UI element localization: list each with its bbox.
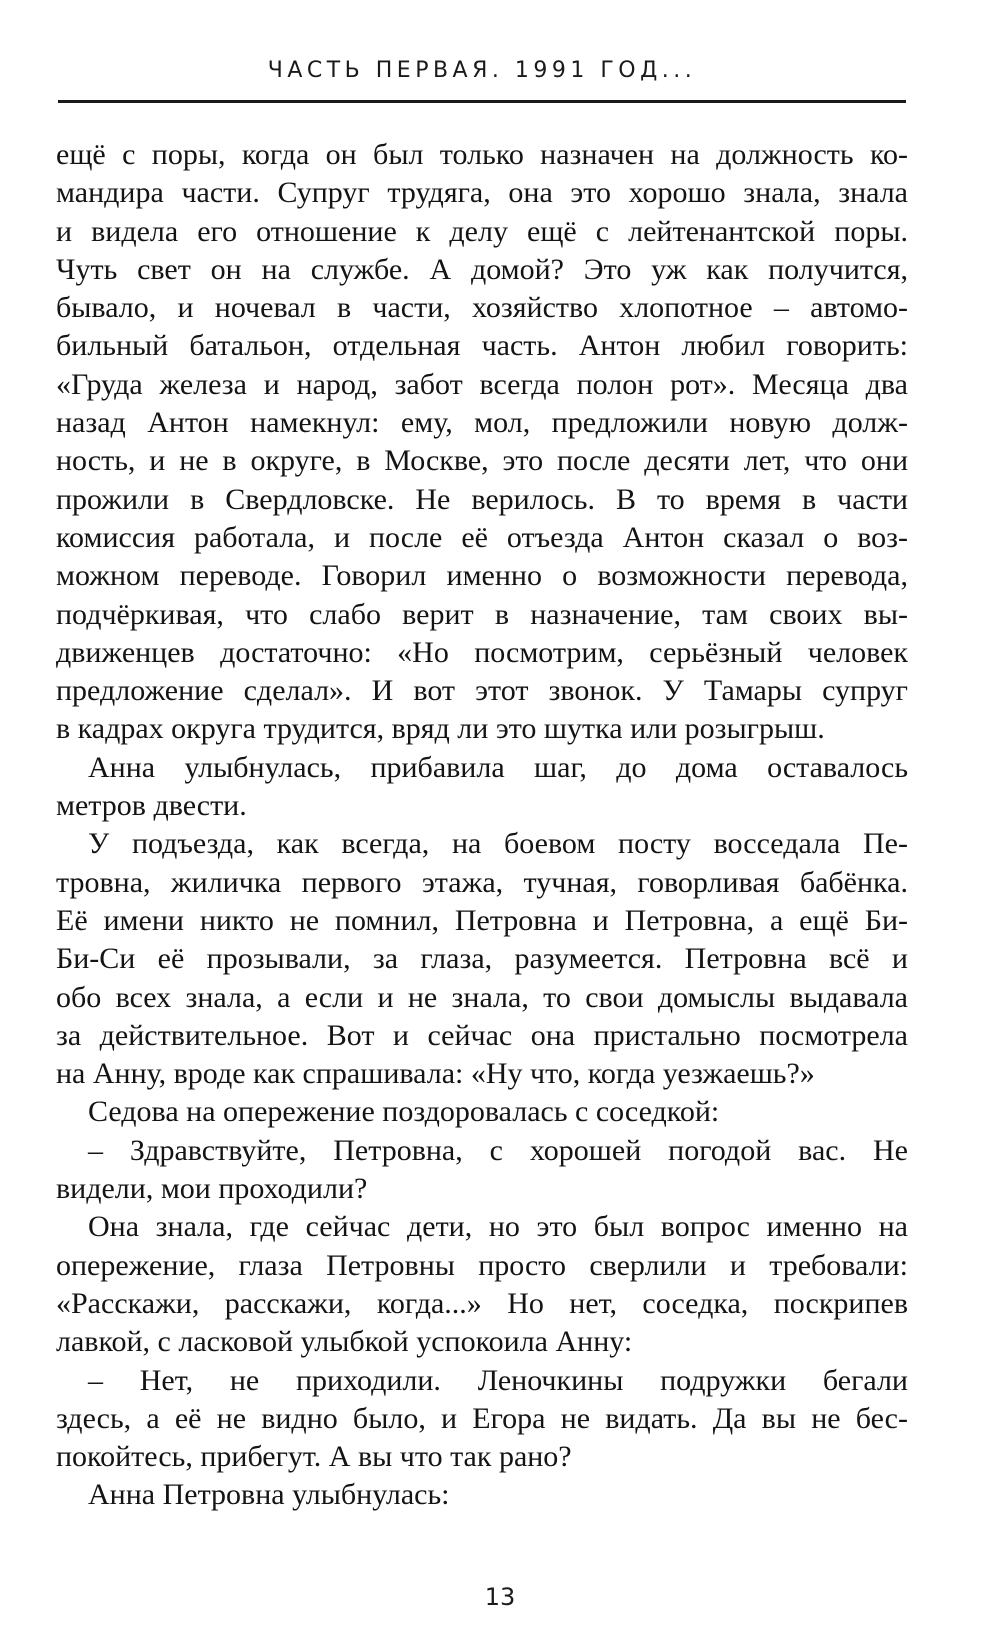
text-line: Би-Си её прозывали, за глаза, разумеется. Петровна всё и: [56, 942, 908, 976]
paragraph: [56, 1362, 908, 1477]
text-line: метров двести.: [56, 789, 247, 823]
text-line: – Нет, не приходили. Леночкины подружки бегали: [88, 1363, 908, 1397]
running-header: ЧАСТЬ ПЕРВАЯ. 1991 ГОД...: [267, 58, 697, 83]
paragraph: [56, 749, 908, 826]
text-line: Чуть свет он на службе. А домой? Это уж как получится,: [56, 252, 908, 286]
text-line: – Здравствуйте, Петровна, с хорошей погодой вас. Не: [88, 1133, 908, 1167]
text-line: бывало, и ночевал в части, хозяйство хлопотное – автомо-: [56, 291, 908, 325]
text-line: здесь, а её не видно было, и Егора не видать. Да вы не бес-: [56, 1401, 908, 1435]
text-line: можном переводе. Говорил именно о возможности перевода,: [56, 559, 908, 593]
text-line: Её имени никто не помнил, Петровна и Петровна, а ещё Би-: [56, 903, 908, 937]
paragraph: [56, 1093, 908, 1131]
text-line: Анна Петровна улыбнулась:: [88, 1478, 450, 1512]
text-line: «Груда железа и народ, забот всегда полон рот». Месяца два: [56, 367, 908, 401]
text-line: Анна улыбнулась, прибавила шаг, до дома оставалось: [88, 750, 908, 784]
text-line: в кадрах округа трудится, вряд ли это шутка или розыгрыш.: [56, 712, 825, 746]
text-line: бильный батальон, отдельная часть. Антон любил говорить:: [56, 329, 908, 363]
page-number: 13: [484, 1583, 516, 1611]
body-text: [56, 136, 908, 1515]
text-line: подчёркивая, что слабо верит в назначение, там своих вы-: [56, 597, 908, 631]
text-line: и видела его отношение к делу ещё с лейтенантской поры.: [56, 214, 908, 248]
text-line: мандира части. Супруг трудяга, она это хорошо знала, знала: [56, 176, 908, 210]
paragraph: [56, 136, 908, 749]
text-line: назад Антон намекнул: ему, мол, предложили новую долж-: [56, 406, 908, 440]
paragraph: [56, 1132, 908, 1209]
text-line: комиссия работала, и после её отъезда Антон сказал о воз-: [56, 520, 908, 554]
text-line: У подъезда, как всегда, на боевом посту восседала Пе-: [88, 827, 908, 861]
text-line: лавкой, с ласковой улыбкой успокоила Анну:: [56, 1325, 633, 1359]
text-line: обо всех знала, а если и не знала, то свои домыслы выдавала: [56, 980, 908, 1014]
text-line: ещё с поры, когда он был только назначен на должность ко-: [56, 138, 908, 171]
text-line: «Расскажи, расскажи, когда...» Но нет, соседка, поскрипев: [56, 1286, 908, 1320]
text-line: тровна, жиличка первого этажа, тучная, говорливая бабёнка.: [56, 865, 908, 899]
text-line: Седова на опережение поздоровалась с соседкой:: [88, 1095, 720, 1129]
text-line: прожили в Свердловске. Не верилось. В то время в части: [56, 482, 908, 516]
text-line: ность, и не в округе, в Москве, это после десяти лет, что они: [56, 444, 908, 478]
text-line: опережение, глаза Петровны просто сверлили и требовали:: [56, 1248, 908, 1282]
text-line: видели, мои проходили?: [56, 1172, 368, 1206]
paragraph: [56, 825, 908, 1093]
text-line: движенцев достаточно: «Но посмотрим, серьёзный человек: [56, 635, 908, 669]
text-line: на Анну, вроде как спрашивала: «Ну что, когда уезжаешь?»: [56, 1057, 815, 1091]
header-rule: [58, 100, 906, 103]
paragraph: [56, 1476, 908, 1514]
text-line: покойтесь, прибегут. А вы что так рано?: [56, 1440, 572, 1474]
paragraph: [56, 1208, 908, 1361]
text-line: за действительное. Вот и сейчас она пристально посмотрела: [56, 1018, 908, 1052]
text-line: Она знала, где сейчас дети, но это был вопрос именно на: [88, 1210, 908, 1244]
text-line: предложение сделал». И вот этот звонок. У Тамары супруг: [56, 674, 908, 708]
